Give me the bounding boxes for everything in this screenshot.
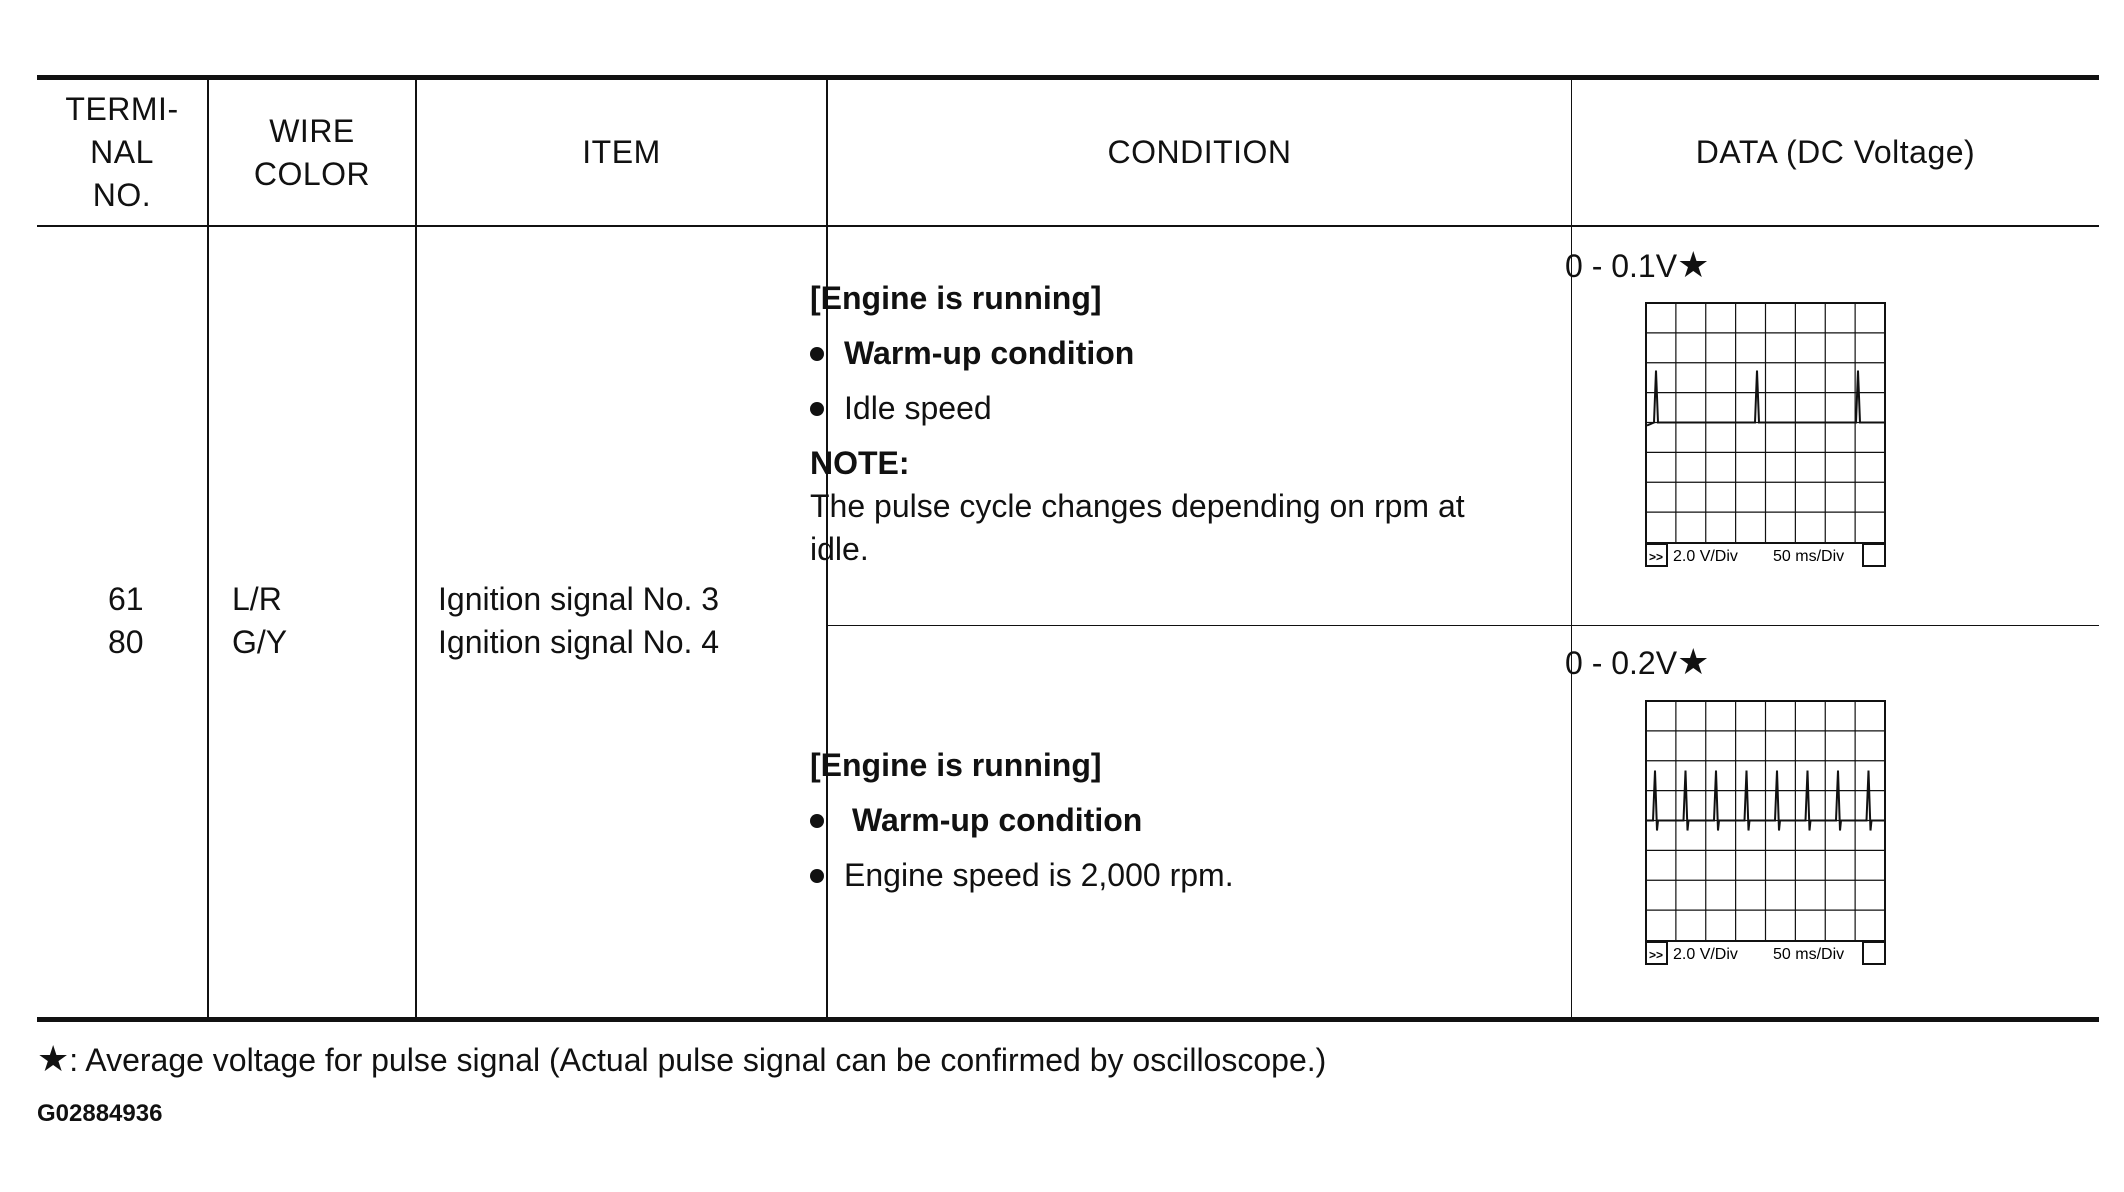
footnote-text: : Average voltage for pulse signal (Actual pulse signal can be confirmed by oscilloscope.) — [69, 1042, 1327, 1078]
condition-bullet-bold: Warm-up condition — [844, 335, 1135, 371]
volt-div-label: 2.0 V/Div — [1673, 548, 1738, 565]
condition-idle — [810, 271, 1530, 571]
bullet-icon — [810, 402, 824, 416]
item-label: Ignition signal No. 3 — [438, 581, 720, 617]
condition-state: [Engine is running] — [810, 747, 1102, 783]
condition-2000rpm — [810, 738, 1234, 903]
header-terminal-no: TERMI- NAL NO. — [65, 91, 179, 213]
oscilloscope-idle — [1645, 302, 1890, 570]
scope-legend — [1646, 942, 1885, 964]
time-div-label: 50 ms/Div — [1773, 548, 1845, 565]
bullet-icon — [810, 869, 824, 883]
terminal-number: 61 — [108, 581, 144, 617]
condition-bullet: Engine speed is 2,000 rpm. — [844, 857, 1234, 893]
volt-div-label: 2.0 V/Div — [1673, 946, 1738, 963]
condition-row-divider — [827, 625, 2099, 626]
svg-text:>>: >> — [1649, 948, 1664, 962]
star-icon: ★ — [1677, 641, 1710, 682]
condition-state: [Engine is running] — [810, 280, 1102, 316]
condition-bullet: Idle speed — [844, 390, 992, 426]
table-bottom-rule — [37, 1017, 2099, 1022]
header-item: ITEM — [582, 134, 661, 170]
note-label: NOTE: — [810, 445, 910, 481]
wire-color: G/Y — [232, 624, 288, 660]
scope-legend — [1646, 544, 1885, 566]
figure-code: G02884936 — [37, 1100, 163, 1127]
header-divider — [37, 225, 2099, 227]
data-value: 0 - 0.1V★ — [1565, 244, 1710, 285]
data-value: 0 - 0.2V★ — [1565, 641, 1710, 682]
oscilloscope-2000rpm — [1645, 700, 1890, 968]
header-wire-color: WIRE COLOR — [253, 112, 371, 192]
header-condition: CONDITION — [1107, 134, 1292, 170]
star-icon: ★ — [37, 1038, 70, 1079]
oscilloscope-display — [1645, 700, 1890, 968]
item-label: Ignition signal No. 4 — [438, 624, 720, 660]
footnote — [37, 1038, 1326, 1080]
oscilloscope-display — [1645, 302, 1890, 570]
bullet-icon — [810, 814, 824, 828]
star-icon: ★ — [1677, 244, 1710, 285]
time-div-label: 50 ms/Div — [1773, 946, 1845, 963]
svg-text:>>: >> — [1649, 550, 1664, 564]
condition-bullet-bold: Warm-up condition — [852, 802, 1143, 838]
note-text: The pulse cycle changes depending on rpm at idle. — [810, 488, 1465, 567]
terminal-number: 80 — [108, 624, 144, 660]
wire-color: L/R — [232, 581, 282, 617]
bullet-icon — [810, 347, 824, 361]
header-data: DATA (DC Voltage) — [1695, 134, 1976, 170]
